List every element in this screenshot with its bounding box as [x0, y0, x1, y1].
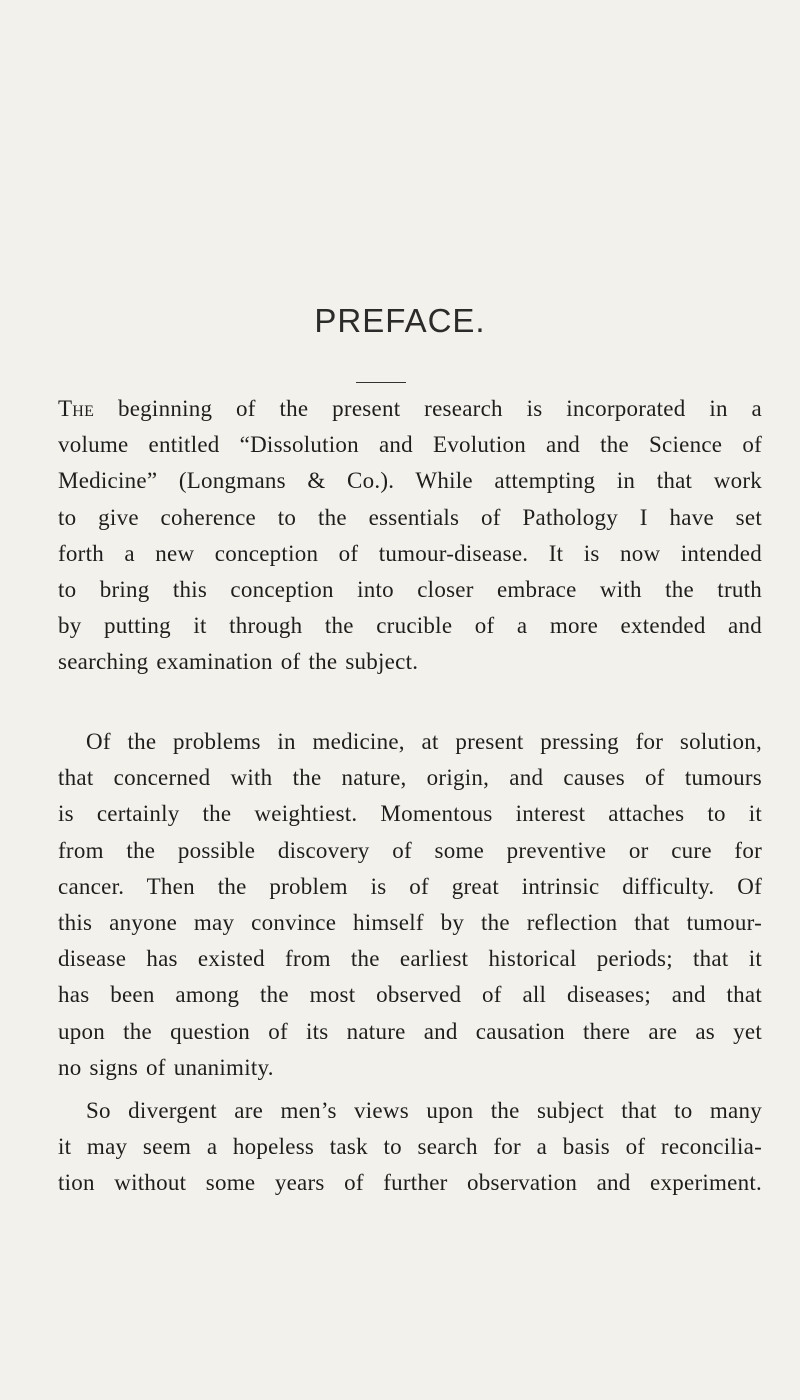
paragraph-1-line-7: by putting it through the crucible of a more extended and: [58, 613, 762, 639]
paragraph-3: [58, 1093, 762, 1202]
paragraph-2-line-1: Of the problems in medicine, at present pressing for solution,: [86, 729, 762, 754]
paragraph-2-line-8: has been among the most observed of all diseases; and that: [58, 982, 762, 1008]
paragraph-2-line-2: that concerned with the nature, origin, and causes of tumours: [58, 765, 762, 791]
paragraph-1-line-3: Medicine” (Longmans & Co.). While attempting in that work: [58, 468, 762, 494]
paragraph-1-line-2: volume entitled “Dissolution and Evolution and the Science of: [58, 432, 762, 458]
paragraph-2-line-10: no signs of unanimity.: [58, 1054, 274, 1080]
paragraph-2-line-4: from the possible discovery of some preventive or cure for: [58, 837, 762, 863]
paragraph-1-line-8: searching examination of the subject.: [58, 649, 419, 675]
paragraph-3-line-3: tion without some years of further observation and experiment.: [58, 1170, 762, 1196]
paragraph-2-line-5: cancer. Then the problem is of great intrinsic difficulty. Of: [58, 873, 762, 899]
paragraph-3-line-1: So divergent are men’s views upon the subject that to many: [86, 1098, 762, 1123]
paragraph-1-line-4: to give coherence to the essentials of Pathology I have set: [58, 504, 762, 530]
paragraph-2-line-6: this anyone may convince himself by the reflection that tumour-: [58, 910, 762, 936]
paragraph-2-line-7: disease has existed from the earliest historical periods; that it: [58, 946, 762, 972]
lead-word: The: [58, 396, 95, 421]
paragraph-3-line-2: it may seem a hopeless task to search for a basis of reconcilia-: [58, 1134, 762, 1160]
paragraph-1-line-5: forth a new conception of tumour-disease. It is now intended: [58, 540, 762, 566]
paragraph-2-line-3: is certainly the weightiest. Momentous interest attaches to it: [58, 801, 762, 827]
paragraph-1: [58, 391, 762, 681]
paragraph-1-line-1: The beginning of the present research is incorporated in a: [58, 396, 762, 421]
page-title: PREFACE.: [314, 302, 486, 339]
paragraph-2-line-9: upon the question of its nature and causation there are as yet: [58, 1018, 762, 1044]
paragraph-2: [58, 724, 762, 1086]
paragraph-1-line-6: to bring this conception into closer embrace with the truth: [58, 577, 762, 603]
title-divider: [356, 382, 406, 383]
